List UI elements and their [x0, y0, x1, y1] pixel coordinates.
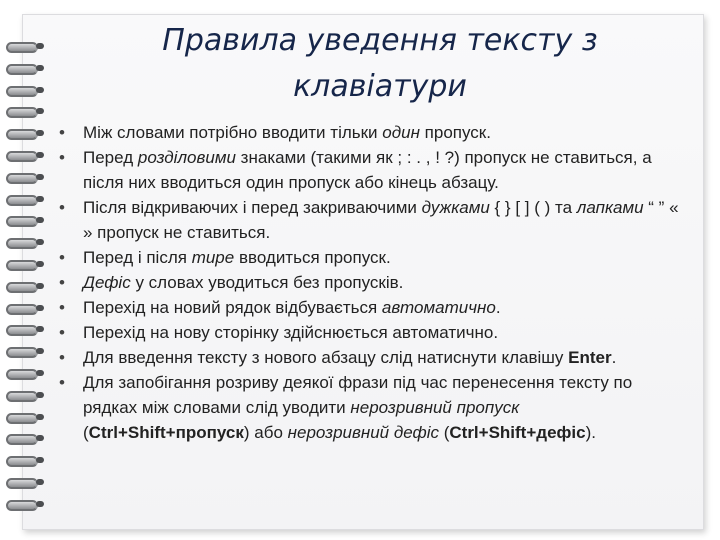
spiral-ring	[6, 258, 46, 270]
ring-loop	[6, 391, 38, 402]
ring-loop	[6, 456, 38, 467]
ring-hole	[36, 305, 44, 311]
bullet-marker: •	[59, 273, 65, 292]
bullet-text: ).	[585, 423, 596, 442]
bullet-item	[56, 320, 686, 345]
bullet-marker: •	[59, 123, 65, 142]
spiral-ring	[6, 214, 46, 226]
bullet-text: Перед і після	[83, 248, 192, 267]
ring-hole	[36, 261, 44, 267]
bullet-text: “ ” « » пропуск не ставиться.	[83, 198, 679, 242]
bullet-text: .	[495, 298, 501, 317]
ring-loop	[6, 86, 38, 97]
spiral-ring	[6, 171, 46, 183]
ring-hole	[36, 65, 44, 71]
bullet-text: пропуск.	[419, 123, 491, 142]
ring-hole	[36, 392, 44, 398]
ring-loop	[6, 238, 38, 249]
bullet-marker: •	[59, 248, 65, 267]
ring-loop	[6, 260, 38, 271]
ring-hole	[36, 217, 44, 223]
ring-hole	[36, 239, 44, 245]
bullet-item	[56, 145, 686, 195]
spiral-ring	[6, 40, 46, 52]
bullet-item	[56, 270, 686, 295]
ring-hole	[36, 435, 44, 441]
bold-text: Enter	[568, 348, 612, 367]
bullet-item	[56, 295, 686, 320]
spiral-ring	[6, 411, 46, 423]
italic-text: дужками	[421, 198, 490, 217]
bullet-text: Після відкриваючих і перед закриваючими	[83, 198, 422, 217]
ring-loop	[6, 129, 38, 140]
spiral-ring	[6, 323, 46, 335]
spiral-ring	[6, 476, 46, 488]
bold-text: Ctrl+Shift+дефіс	[449, 423, 586, 442]
italic-text: розділовими	[137, 148, 236, 167]
bullet-item	[56, 195, 686, 245]
ring-loop	[6, 369, 38, 380]
bullet-item	[56, 120, 686, 145]
bullet-text: (	[83, 423, 89, 442]
bullet-text: Для введення тексту з нового абзацу слід натиснути клавішу	[83, 348, 569, 367]
spiral-ring	[6, 127, 46, 139]
ring-hole	[36, 501, 44, 507]
spiral-ring	[6, 84, 46, 96]
bullet-text: знаками (такими як ; : . , ! ?) пропуск не ставиться, а після них вводиться один пропуск або кінець абзацу.	[83, 148, 652, 192]
ring-loop	[6, 216, 38, 227]
spiral-ring	[6, 149, 46, 161]
spiral-ring	[6, 345, 46, 357]
ring-loop	[6, 304, 38, 315]
bullet-text: Перехід на нову сторінку здійснюється автоматично.	[83, 323, 499, 342]
spiral-ring	[6, 454, 46, 466]
bullet-text: вводиться пропуск.	[234, 248, 391, 267]
ring-loop	[6, 195, 38, 206]
bullet-list	[56, 120, 686, 445]
bold-text: Ctrl+Shift+пропуск	[88, 423, 244, 442]
bullet-text: у словах уводиться без пропусків.	[130, 273, 404, 292]
ring-hole	[36, 326, 44, 332]
spiral-ring	[6, 302, 46, 314]
bullet-text: (	[438, 423, 450, 442]
bullet-marker: •	[59, 148, 65, 167]
italic-text: лапками	[576, 198, 644, 217]
spiral-ring	[6, 62, 46, 74]
ring-loop	[6, 282, 38, 293]
ring-hole	[36, 414, 44, 420]
italic-text: автоматично	[381, 298, 496, 317]
spiral-ring	[6, 498, 46, 510]
bullet-item	[56, 245, 686, 270]
ring-hole	[36, 43, 44, 49]
ring-loop	[6, 413, 38, 424]
ring-hole	[36, 348, 44, 354]
ring-loop	[6, 42, 38, 53]
ring-loop	[6, 347, 38, 358]
bullet-text: { } [ ] ( ) та	[489, 198, 577, 217]
ring-loop	[6, 151, 38, 162]
ring-loop	[6, 107, 38, 118]
ring-hole	[36, 152, 44, 158]
spiral-ring	[6, 367, 46, 379]
ring-loop	[6, 173, 38, 184]
bullet-item	[56, 345, 686, 370]
bullet-marker: •	[59, 348, 65, 367]
italic-text: тире	[191, 248, 235, 267]
ring-hole	[36, 457, 44, 463]
spiral-ring	[6, 389, 46, 401]
italic-text: нерозривний дефіс	[287, 423, 439, 442]
bullet-item	[56, 370, 686, 445]
ring-hole	[36, 479, 44, 485]
spiral-ring	[6, 105, 46, 117]
bullet-text: .	[611, 348, 617, 367]
bullet-marker: •	[59, 373, 65, 392]
ring-loop	[6, 325, 38, 336]
bullet-text: ) або	[243, 423, 288, 442]
spiral-ring	[6, 432, 46, 444]
spiral-binding	[6, 40, 46, 510]
italic-text: Дефіс	[83, 273, 131, 292]
ring-loop	[6, 500, 38, 511]
bullet-text: Перед	[83, 148, 138, 167]
ring-hole	[36, 87, 44, 93]
bullet-marker: •	[59, 198, 65, 217]
ring-loop	[6, 64, 38, 75]
bullet-text: Для запобігання розриву деякої фрази під час перенесення тексту по рядках між словами слід уводити	[83, 373, 633, 417]
bullet-marker: •	[59, 323, 65, 342]
bullet-text: Між словами потрібно вводити тільки	[83, 123, 383, 142]
bullet-marker: •	[59, 298, 65, 317]
spiral-ring	[6, 193, 46, 205]
ring-loop	[6, 478, 38, 489]
slide-title: Правила уведення тексту з клавіатури	[162, 23, 598, 104]
ring-hole	[36, 174, 44, 180]
spiral-ring	[6, 280, 46, 292]
ring-hole	[36, 370, 44, 376]
ring-hole	[36, 196, 44, 202]
spiral-ring	[6, 236, 46, 248]
italic-text: нерозривний пропуск	[350, 398, 520, 417]
italic-text: один	[382, 123, 420, 142]
ring-loop	[6, 434, 38, 445]
ring-hole	[36, 283, 44, 289]
ring-hole	[36, 130, 44, 136]
bullet-text: Перехід на новий рядок відбувається	[83, 298, 382, 317]
ring-hole	[36, 108, 44, 114]
